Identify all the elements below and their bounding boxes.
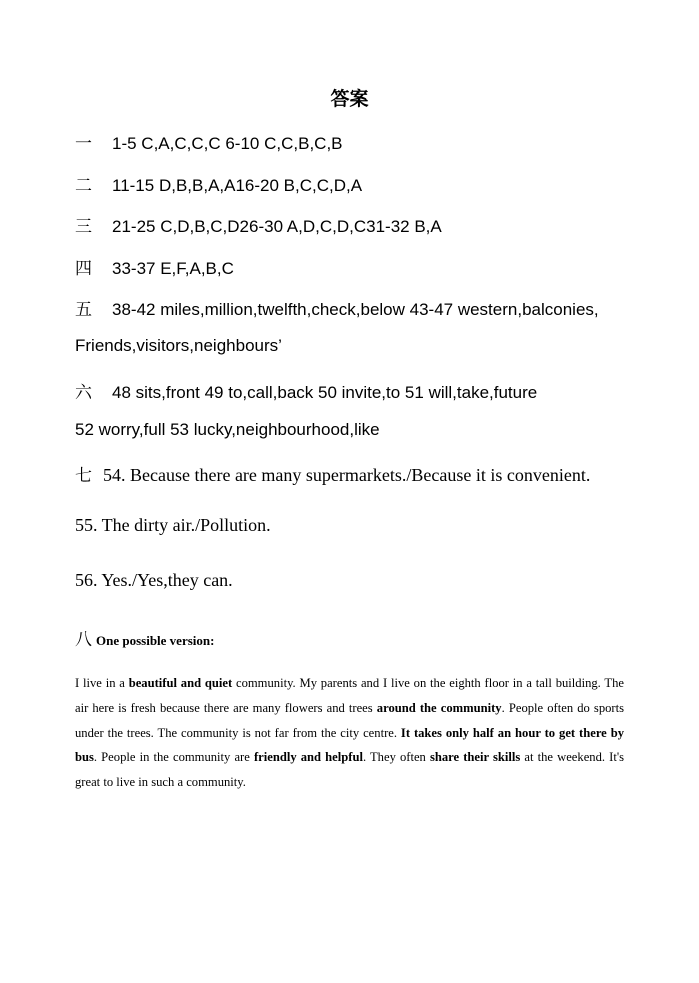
answer-row-continued <box>75 570 233 591</box>
essay-heading-text: One possible version: <box>96 633 215 648</box>
essay-heading <box>75 625 214 650</box>
essay-text: . People in the community are <box>93 750 254 765</box>
answer-text: 55. The dirty air./Pollution. <box>75 515 271 535</box>
answer-text: 48 sits,front 49 to,call,back 50 invite,to 51 will,take,future <box>112 383 538 402</box>
section-number: 四 <box>75 259 92 279</box>
answer-text: 54. Because there are many supermarkets./Because it is convenient. <box>103 465 591 485</box>
answer-text: 1-5 C,A,C,C,C 6-10 C,C,B,C,B <box>112 134 343 153</box>
section-number: 三 <box>75 217 92 237</box>
essay-bold-phrase: beautiful and quiet <box>128 676 233 690</box>
section-number: 五 <box>75 300 92 320</box>
essay-bold-phrase: around the community <box>376 700 502 715</box>
answer-row-continued <box>75 336 282 356</box>
essay-text: community. My parents and I live on the eighth floor in a tall building. The air here is fresh because there are many flowers and trees <box>75 676 624 715</box>
answer-text: Friends,visitors,neighbours’ <box>75 336 282 355</box>
section-number: 六 <box>75 383 92 403</box>
essay-text: at the weekend. It's great to live in such a community. <box>75 750 624 790</box>
answer-row <box>75 129 343 154</box>
section-number: 七 <box>75 466 92 486</box>
answer-text: 38-42 miles,million,twelfth,check,below 43-47 western,balconies, <box>112 300 599 319</box>
answer-text: 52 worry,full 53 lucky,neighbourhood,like <box>75 420 380 439</box>
section-number: 二 <box>75 176 92 196</box>
answer-row <box>75 461 590 486</box>
answer-row-continued <box>75 420 380 440</box>
answer-text: 21-25 C,D,B,C,D26-30 A,D,C,D,C31-32 B,A <box>112 217 442 236</box>
answer-text: 11-15 D,B,B,A,A16-20 B,C,C,D,A <box>112 176 363 195</box>
essay-bold-phrase: share their skills <box>429 750 521 765</box>
page-title: 答案 <box>330 88 369 110</box>
answer-row <box>75 295 599 320</box>
answer-row <box>75 171 362 196</box>
essay-bold-phrase: It takes only half an hour to get there by bus <box>75 725 624 765</box>
answer-row <box>75 254 234 279</box>
essay-bold-phrase: friendly and helpful <box>253 750 363 765</box>
model-essay <box>75 671 624 795</box>
essay-text: . People often do sports under the trees. The community is not far from the city centre. <box>75 700 625 740</box>
answer-text: 56. Yes./Yes,they can. <box>75 570 233 590</box>
section-number: 八 <box>75 630 92 650</box>
answer-text: 33-37 E,F,A,B,C <box>112 259 234 278</box>
essay-text: . They often <box>362 750 430 765</box>
section-number: 一 <box>75 134 92 154</box>
answer-row-continued <box>75 515 271 536</box>
essay-text: I live in a <box>75 676 129 690</box>
answer-row <box>75 378 537 403</box>
answer-row <box>75 212 442 237</box>
